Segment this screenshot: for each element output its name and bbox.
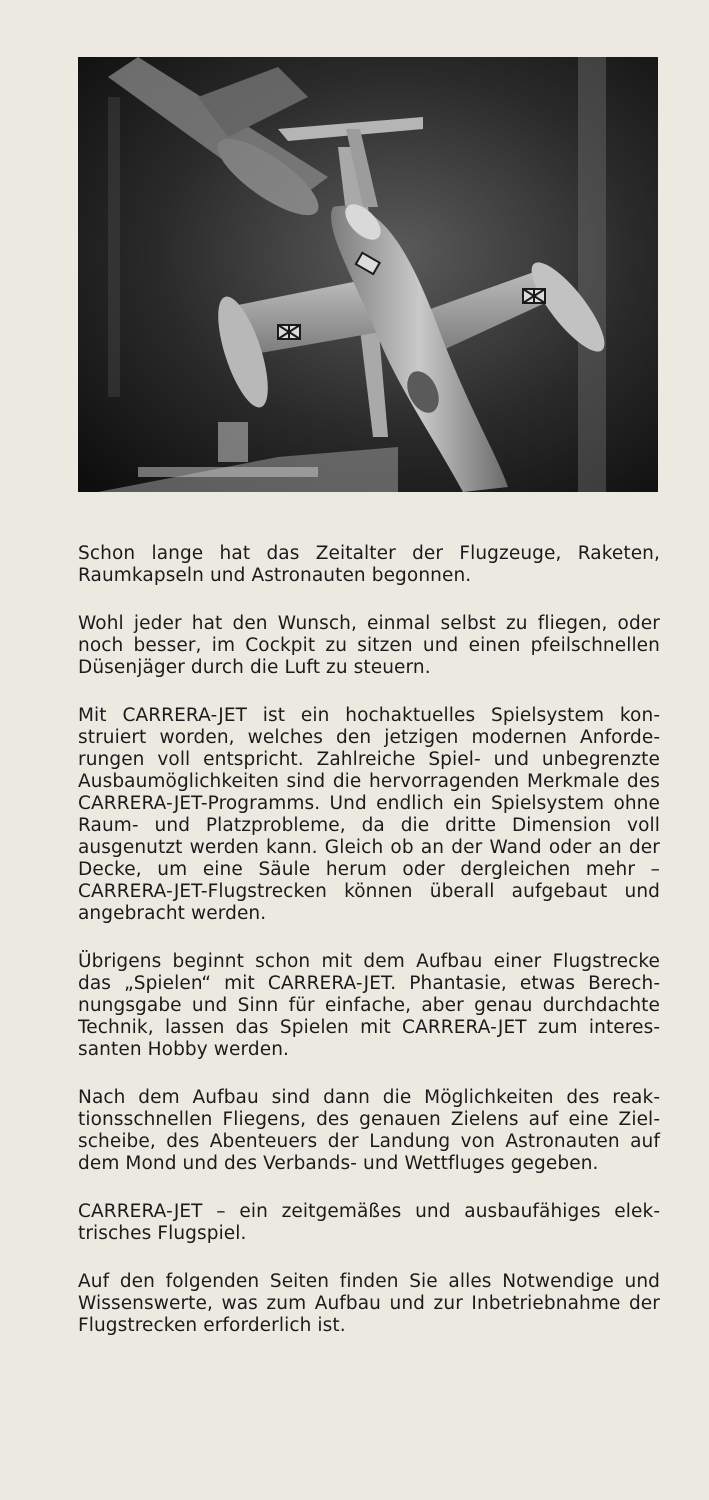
airplane-icon <box>78 57 658 492</box>
paragraph-7: Auf den folgenden Seiten finden Sie alles Notwendige und Wissenswerte, was zum Aufbau und zur Inbetriebnahme der Flugstrecken erforderlich ist. <box>78 1271 660 1336</box>
paragraph-1: Schon lange hat das Zeitalter der Flugzeuge, Raketen, Raumkapseln und Astronauten begonnen. <box>78 543 660 586</box>
paragraph-3: Mit CARRERA-JET ist ein hochaktuelles Spielsystem konstruiert worden, welches den jetzigen modernen Anforderungen voll entspricht. Zahlreiche Spiel- und unbegrenzte Ausbaumöglichkeiten sind die hervorragenden Merkmale des CARRERA-JET-Programms. Und endlich ein Spielsystem ohne Raum- und Platzprobleme, da die dritte Dimension voll ausgenutzt werden kann. Gleich ob an der Wand oder an der Decke, um eine Säule herum oder dergleichen mehr – CARRERA-JET-Flugstrecken können überall aufgebaut und angebracht werden. <box>78 705 660 924</box>
paragraph-2: Wohl jeder hat den Wunsch, einmal selbst zu fliegen, oder noch besser, im Cockpit zu sitzen und einen pfeilschnellen Düsenjäger durch die Luft zu steuern. <box>78 613 660 678</box>
paragraph-4: Übrigens beginnt schon mit dem Aufbau einer Flugstrecke das „Spielen“ mit CARRERA-JET. Phantasie, etwas Berechnungsgabe und Sinn für einfache, aber genau durchdachte Technik, lassen das Spielen mit CARRERA-JET zum interessanten Hobby werden. <box>78 951 660 1060</box>
paragraph-5: Nach dem Aufbau sind dann die Möglichkeiten des reaktionsschnellen Fliegens, des genauen Zielens auf eine Zielscheibe, des Abenteuers der Landung von Astronauten auf dem Mond und des Verbands- und Wettfluges gegeben. <box>78 1087 660 1174</box>
paragraph-6: CARRERA-JET – ein zeitgemäßes und ausbaufähiges elektrisches Flugspiel. <box>78 1201 660 1244</box>
jet-photo <box>78 57 658 492</box>
intro-text <box>78 543 660 1363</box>
